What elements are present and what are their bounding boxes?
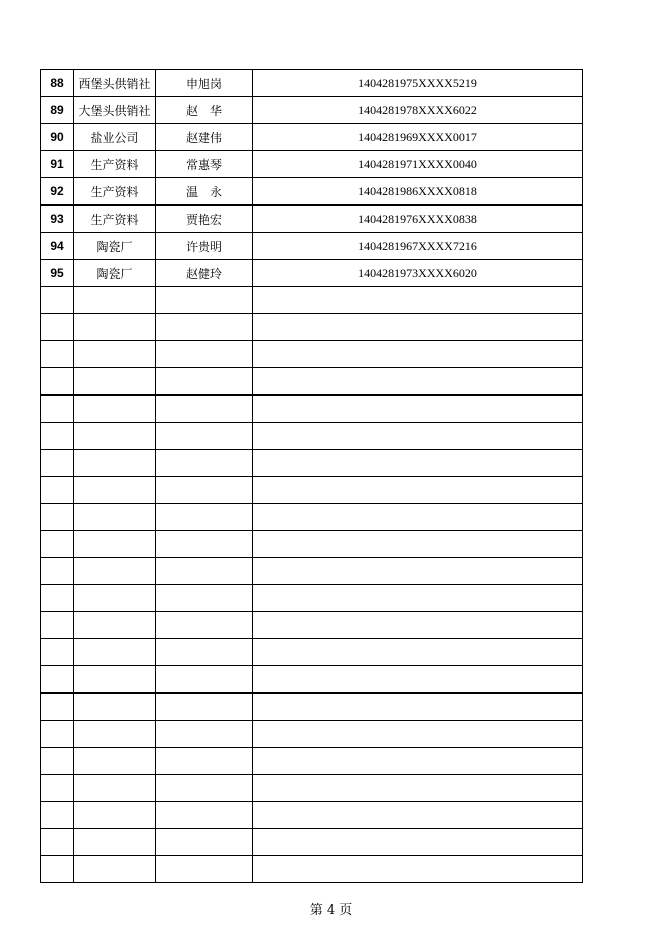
empty-cell (41, 693, 74, 721)
empty-cell (156, 314, 253, 341)
empty-cell (41, 666, 74, 694)
empty-cell (156, 829, 253, 856)
id-number-cell: 1404281967XXXX7216 (253, 233, 583, 260)
empty-cell (156, 802, 253, 829)
empty-cell (156, 775, 253, 802)
empty-row (41, 775, 583, 802)
empty-cell (156, 693, 253, 721)
table-row (41, 233, 583, 260)
empty-cell (74, 314, 156, 341)
empty-cell (253, 775, 583, 802)
unit-cell: 大堡头供销社 (74, 97, 156, 124)
empty-cell (253, 558, 583, 585)
empty-cell (74, 856, 156, 883)
id-number-cell: 1404281971XXXX0040 (253, 151, 583, 178)
empty-cell (156, 423, 253, 450)
empty-cell (253, 693, 583, 721)
empty-row (41, 585, 583, 612)
empty-cell (156, 395, 253, 423)
empty-cell (253, 341, 583, 368)
empty-cell (41, 531, 74, 558)
roster-table (40, 69, 583, 883)
name-cell: 赵健玲 (156, 260, 253, 287)
empty-cell (41, 341, 74, 368)
empty-cell (74, 368, 156, 396)
empty-cell (41, 504, 74, 531)
empty-cell (41, 802, 74, 829)
empty-cell (253, 829, 583, 856)
id-number-cell: 1404281976XXXX0838 (253, 205, 583, 233)
row-number: 88 (41, 70, 74, 97)
table-row (41, 124, 583, 151)
empty-cell (74, 775, 156, 802)
empty-cell (253, 368, 583, 396)
empty-cell (74, 477, 156, 504)
row-number: 92 (41, 178, 74, 206)
empty-cell (74, 802, 156, 829)
empty-row (41, 314, 583, 341)
empty-cell (156, 450, 253, 477)
empty-cell (74, 450, 156, 477)
empty-cell (74, 287, 156, 314)
empty-cell (74, 423, 156, 450)
page-number-footer: 第 4 页 (309, 903, 353, 918)
empty-cell (253, 450, 583, 477)
empty-cell (253, 639, 583, 666)
empty-cell (74, 693, 156, 721)
empty-row (41, 693, 583, 721)
table-row (41, 178, 583, 206)
row-number: 91 (41, 151, 74, 178)
empty-row (41, 639, 583, 666)
empty-cell (156, 639, 253, 666)
empty-cell (74, 558, 156, 585)
empty-cell (156, 721, 253, 748)
empty-cell (41, 856, 74, 883)
row-number: 89 (41, 97, 74, 124)
empty-cell (74, 721, 156, 748)
empty-cell (74, 748, 156, 775)
empty-cell (41, 721, 74, 748)
table-row (41, 70, 583, 97)
unit-cell: 陶瓷厂 (74, 260, 156, 287)
empty-cell (41, 450, 74, 477)
empty-cell (41, 287, 74, 314)
empty-cell (41, 314, 74, 341)
name-cell: 常惠琴 (156, 151, 253, 178)
row-number: 93 (41, 205, 74, 233)
empty-cell (253, 423, 583, 450)
empty-cell (74, 341, 156, 368)
id-number-cell: 1404281969XXXX0017 (253, 124, 583, 151)
empty-cell (41, 639, 74, 666)
empty-cell (156, 368, 253, 396)
empty-row (41, 395, 583, 423)
empty-row (41, 477, 583, 504)
roster-body (41, 70, 583, 883)
empty-cell (74, 504, 156, 531)
empty-cell (156, 504, 253, 531)
table-row (41, 260, 583, 287)
empty-row (41, 531, 583, 558)
empty-cell (253, 748, 583, 775)
empty-row (41, 612, 583, 639)
empty-row (41, 856, 583, 883)
id-number-cell: 1404281986XXXX0818 (253, 178, 583, 206)
row-number: 94 (41, 233, 74, 260)
empty-cell (156, 341, 253, 368)
empty-row (41, 748, 583, 775)
table-row (41, 205, 583, 233)
row-number: 90 (41, 124, 74, 151)
empty-cell (253, 856, 583, 883)
name-cell: 赵建伟 (156, 124, 253, 151)
empty-cell (253, 504, 583, 531)
empty-cell (41, 368, 74, 396)
empty-row (41, 666, 583, 694)
id-number-cell: 1404281975XXXX5219 (253, 70, 583, 97)
empty-cell (41, 748, 74, 775)
empty-cell (74, 531, 156, 558)
empty-cell (253, 666, 583, 694)
name-cell: 温 永 (156, 178, 253, 206)
empty-row (41, 423, 583, 450)
empty-row (41, 450, 583, 477)
empty-cell (253, 802, 583, 829)
name-cell: 赵 华 (156, 97, 253, 124)
empty-cell (253, 585, 583, 612)
unit-cell: 西堡头供销社 (74, 70, 156, 97)
name-cell: 许贵明 (156, 233, 253, 260)
empty-cell (253, 395, 583, 423)
empty-row (41, 721, 583, 748)
empty-row (41, 504, 583, 531)
unit-cell: 盐业公司 (74, 124, 156, 151)
table-row (41, 151, 583, 178)
unit-cell: 生产资料 (74, 151, 156, 178)
empty-cell (253, 477, 583, 504)
empty-cell (41, 423, 74, 450)
unit-cell: 生产资料 (74, 178, 156, 206)
empty-row (41, 368, 583, 396)
empty-row (41, 558, 583, 585)
name-cell: 申旭岗 (156, 70, 253, 97)
id-number-cell: 1404281978XXXX6022 (253, 97, 583, 124)
empty-cell (41, 829, 74, 856)
empty-cell (41, 612, 74, 639)
empty-cell (41, 395, 74, 423)
empty-row (41, 287, 583, 314)
row-number: 95 (41, 260, 74, 287)
empty-cell (156, 558, 253, 585)
empty-cell (156, 477, 253, 504)
empty-cell (41, 558, 74, 585)
empty-cell (74, 829, 156, 856)
empty-cell (74, 666, 156, 694)
empty-cell (156, 748, 253, 775)
empty-cell (156, 612, 253, 639)
empty-cell (156, 856, 253, 883)
table-row (41, 97, 583, 124)
empty-cell (156, 666, 253, 694)
empty-cell (253, 721, 583, 748)
empty-cell (253, 287, 583, 314)
empty-cell (253, 612, 583, 639)
empty-cell (156, 531, 253, 558)
name-cell: 贾艳宏 (156, 205, 253, 233)
id-number-cell: 1404281973XXXX6020 (253, 260, 583, 287)
empty-cell (41, 775, 74, 802)
unit-cell: 陶瓷厂 (74, 233, 156, 260)
empty-cell (253, 531, 583, 558)
empty-cell (74, 639, 156, 666)
unit-cell: 生产资料 (74, 205, 156, 233)
empty-row (41, 829, 583, 856)
empty-cell (253, 314, 583, 341)
empty-row (41, 341, 583, 368)
empty-cell (41, 585, 74, 612)
empty-cell (156, 585, 253, 612)
empty-row (41, 802, 583, 829)
empty-cell (156, 287, 253, 314)
empty-cell (74, 612, 156, 639)
empty-cell (74, 395, 156, 423)
empty-cell (74, 585, 156, 612)
empty-cell (41, 477, 74, 504)
